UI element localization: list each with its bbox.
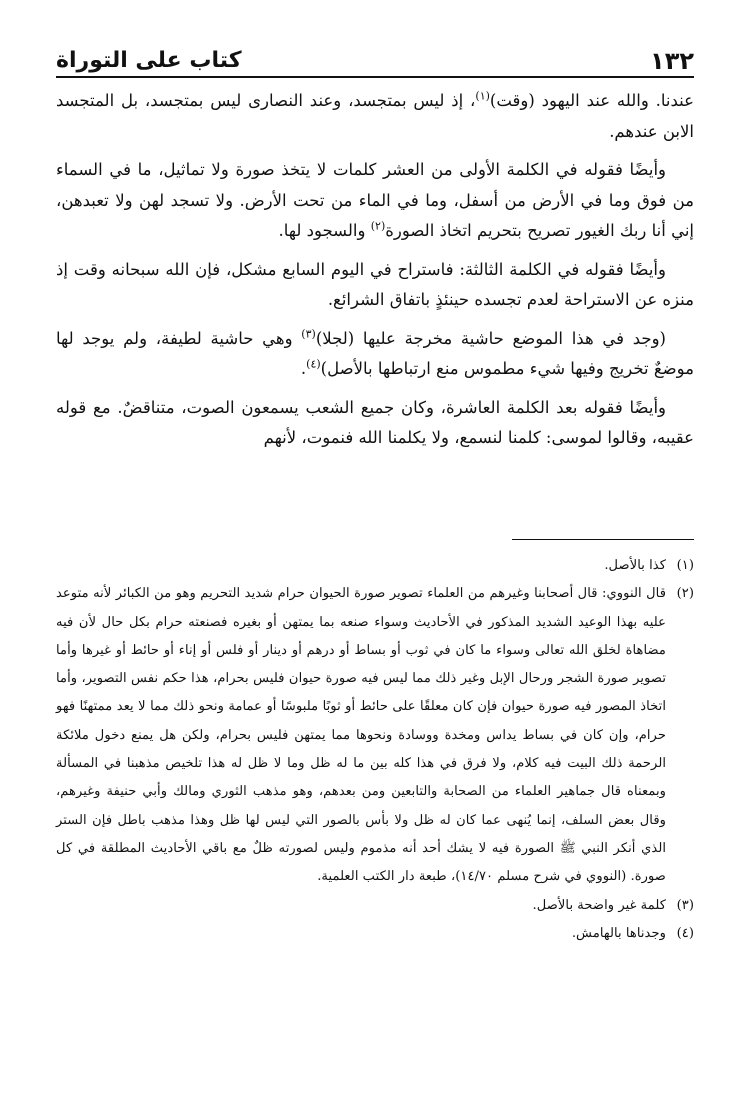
footnotes xyxy=(56,552,694,948)
paragraph-5: وأيضًا فقوله بعد الكلمة العاشرة، وكان جميع الشعب يسمعون الصوت، متناقضٌ. مع قوله عقيبه، وقالوا لموسى: كلمنا لنسمع، ولا يكلمنا الله فنموت، لأنهم xyxy=(56,397,694,447)
paragraph-3: وأيضًا فقوله في الكلمة الثالثة: فاستراح في اليوم السابع مشكل، فإن الله سبحانه وقت إذ منزه عن الاستراحة لعدم تجسده حينئذٍ باتفاق الشرائع. xyxy=(56,259,694,309)
paragraph-2 xyxy=(56,155,694,247)
footnote-marker: (١) xyxy=(676,558,694,573)
paragraph-4-text-c: . xyxy=(300,359,307,378)
footnote-4 xyxy=(56,920,694,948)
footnote-marker: (٣) xyxy=(676,897,694,913)
page-header xyxy=(56,40,694,78)
paragraph-2-text-b: والسجود لها. xyxy=(278,221,371,240)
footnote-3 xyxy=(56,892,694,920)
footnote-marker: (٤) xyxy=(676,925,694,941)
footnote-ref-1: (١) xyxy=(475,89,490,103)
paragraph-2-text-a: وأيضًا فقوله في الكلمة الأولى من العشر كلمات لا يتخذ صورة ولا تماثيل، ما في السماء من فوق وما في الأرض من أسفل، وما في الماء من تحت الأرض. ولا تسجد لهن ولا تعبدهن، إني أنا ربك الغيور تصريح بتحريم اتخاذ الصورة xyxy=(56,160,694,240)
running-title: كتاب على التوراة xyxy=(56,48,242,73)
main-text xyxy=(56,86,694,462)
footnote-text: قال النووي: قال أصحابنا وغيرهم من العلماء تصوير صورة الحيوان حرام شديد التحريم وهو من الكبائر لأنه متوعد عليه بهذا الوعيد الشديد المذكور في الأحاديث وسواء صنعه بما يمتهن أو بغيره فصنعته حرام بكل حال لأن فيه مضاهاة لخلق الله تعالى وسواء ما كان في ثوب أو بساط أو درهم أو دينار أو فلس أو إناء أو حائط أو غيرها وأما تصوير صورة الشجر ورحال الإبل وغير ذلك مما ليس فيه صورة حيوان فليس بحرام، هذا حكم نفس التصوير، وأما اتخاذ المصور فيه صورة حيوان فإن كان معلقًا على حائط أو ثوبًا ملبوسًا أو عمامة ونحو ذلك مما لا يعد ممتهنًا فهو حرام، وإن كان في بساط يداس ومخدة ووسادة ونحوها مما يمتهن فليس بحرام، ولكن هل يمنع دخول ملائكة الرحمة ذلك البيت فيه كلام، ولا فرق في هذا كله بين ما له ظل وما لا ظل له هذا تلخيص مذهبنا في المسألة وبمعناه قال جماهير العلماء من الصحابة والتابعين ومن بعدهم، وهو مذهب الثوري ومالك وأبي حنيفة وغيرهم، وقال بعض السلف، إنما يُنهى عما كان له ظل ولا بأس بالصور التي ليس لها ظل وهذا مذهب باطل فإن الستر الذي أنكر النبي ﷺ الصورة فيه لا يشك أحد أنه مذموم وليس لصورته ظلٌ مع باقي الأحاديث المطلقة في كل صورة. (النووي في شرح مسلم ١٤/٧٠)، طبعة دار الكتب العلمية. xyxy=(56,586,666,885)
paragraph-1-text-b: ، إذ ليس بمتجسد، وعند النصارى ليس بمتجسد، بل المتجسد الابن عندهم. xyxy=(56,91,694,141)
footnote-text: كذا بالأصل. xyxy=(604,558,666,573)
footnote-ref-4: (٤) xyxy=(306,357,321,371)
paragraph-1-text-a: عندنا. والله عند اليهود (وقت) xyxy=(489,91,695,110)
page-number: ١٣٢ xyxy=(650,47,694,75)
footnote-separator xyxy=(512,539,694,540)
paragraph-1 xyxy=(56,86,694,147)
footnote-text: كلمة غير واضحة بالأصل. xyxy=(532,897,666,913)
footnote-ref-2: (٢) xyxy=(370,219,386,233)
paragraph-4-text-a: (وجد في هذا الموضع حاشية مخرجة عليها (لجلا) xyxy=(315,328,666,348)
footnote-marker: (٢) xyxy=(676,586,694,602)
paragraph-4-text-b: وهي حاشية لطيفة، ولم يوجد لها موضعٌ تخريج وفيها شيء مطموس منع ارتباطها بالأصل) xyxy=(56,328,694,378)
paragraph-4 xyxy=(56,324,694,385)
footnote-1 xyxy=(56,552,694,580)
footnote-2 xyxy=(56,580,694,891)
footnote-ref-3: (٣) xyxy=(301,327,316,340)
footnote-text: وجدناها بالهامش. xyxy=(571,925,666,941)
